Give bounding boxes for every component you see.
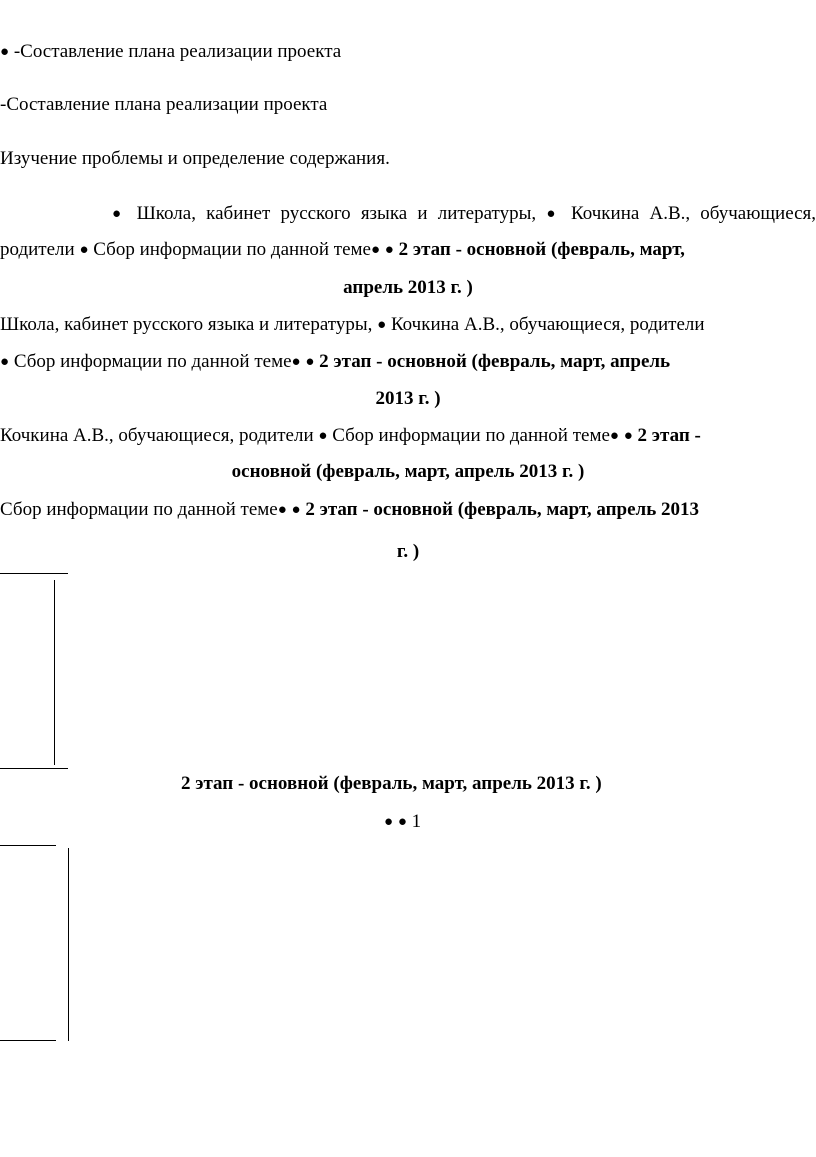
bullet-icon: ● xyxy=(305,354,315,370)
participants: Кочкина А.В., обучающиеся, xyxy=(571,203,816,224)
text-line-3 xyxy=(0,147,390,171)
text-line-11 xyxy=(0,460,816,484)
info-gathering: Сбор информации по данной теме xyxy=(332,425,610,446)
bullet-icon: ● xyxy=(79,242,89,258)
text-line-7 xyxy=(0,313,705,338)
bracket-bottom-rule xyxy=(0,1040,56,1041)
text-line-6 xyxy=(0,276,816,300)
participants-cont: родители xyxy=(0,239,75,260)
bullet-icon: ● xyxy=(397,814,407,830)
text-line-5 xyxy=(0,238,685,263)
page-number: 1 xyxy=(411,811,422,832)
stage-date: 2013 г. ) xyxy=(375,388,441,409)
bracket-vertical-rule xyxy=(68,848,69,1041)
bracket-bottom-rule xyxy=(0,768,68,769)
bullet-icon: ● xyxy=(291,354,301,370)
text-line-13 xyxy=(0,540,816,564)
bullet-icon: ● xyxy=(370,242,381,258)
bullet-icon: ● xyxy=(111,206,127,222)
stage-heading: 2 этап - основной (февраль, март, апрель 2013 г. ) xyxy=(181,773,602,794)
info-gathering: Сбор информации по данной теме xyxy=(93,239,371,260)
bullet-icon: ● xyxy=(291,502,301,518)
bullet-icon: ● xyxy=(377,317,387,333)
stage-heading: 2 этап - xyxy=(637,425,701,446)
participants: Кочкина А.В., обучающиеся, родители xyxy=(0,425,314,446)
info-gathering: Сбор информации по данной теме xyxy=(0,499,278,520)
place: Школа, кабинет русского языка и литературы, xyxy=(136,203,537,224)
participants: Кочкина А.В., обучающиеся, родители xyxy=(390,314,705,335)
text-line-8 xyxy=(0,350,670,375)
problem-study: Изучение проблемы и определение содержания. xyxy=(0,148,390,169)
bracket-top-rule xyxy=(0,573,68,574)
stage-heading: 2 этап - основной (февраль, март, апрель xyxy=(319,351,671,372)
stage-date: основной (февраль, март, апрель 2013 г. ) xyxy=(231,461,585,482)
text-line-12 xyxy=(0,498,699,523)
text-line-1 xyxy=(0,40,341,65)
plan-item: -Составление плана реализации проекта xyxy=(0,94,328,115)
bullet-icon: ● xyxy=(0,44,10,60)
bullet-icon: ● xyxy=(384,242,394,258)
place: Школа, кабинет русского языка и литературы, xyxy=(0,314,373,335)
bullet-icon: ● xyxy=(546,206,561,222)
plan-item: -Составление плана реализации проекта xyxy=(13,41,342,62)
bracket-top-rule xyxy=(0,845,56,846)
bullet-icon: ● xyxy=(623,428,633,444)
stage-date: г. ) xyxy=(396,541,420,562)
text-line-14 xyxy=(181,772,602,796)
text-line-10 xyxy=(0,424,701,449)
bullet-icon: ● xyxy=(277,502,287,518)
bullet-icon: ● xyxy=(0,354,10,370)
bracket-vertical-rule xyxy=(54,580,55,765)
text-line-4 xyxy=(0,202,816,227)
stage-date: апрель 2013 г. ) xyxy=(343,277,473,298)
bullet-icon: ● xyxy=(318,428,328,444)
text-line-9 xyxy=(0,387,816,411)
stage-heading: 2 этап - основной (февраль, март, xyxy=(398,239,685,260)
info-gathering: Сбор информации по данной теме xyxy=(13,351,292,372)
text-line-15 xyxy=(384,810,421,835)
bullet-icon: ● xyxy=(384,814,394,830)
bullet-icon: ● xyxy=(609,428,619,444)
text-line-2 xyxy=(0,93,327,117)
stage-heading: 2 этап - основной (февраль, март, апрель 2013 xyxy=(305,499,700,520)
